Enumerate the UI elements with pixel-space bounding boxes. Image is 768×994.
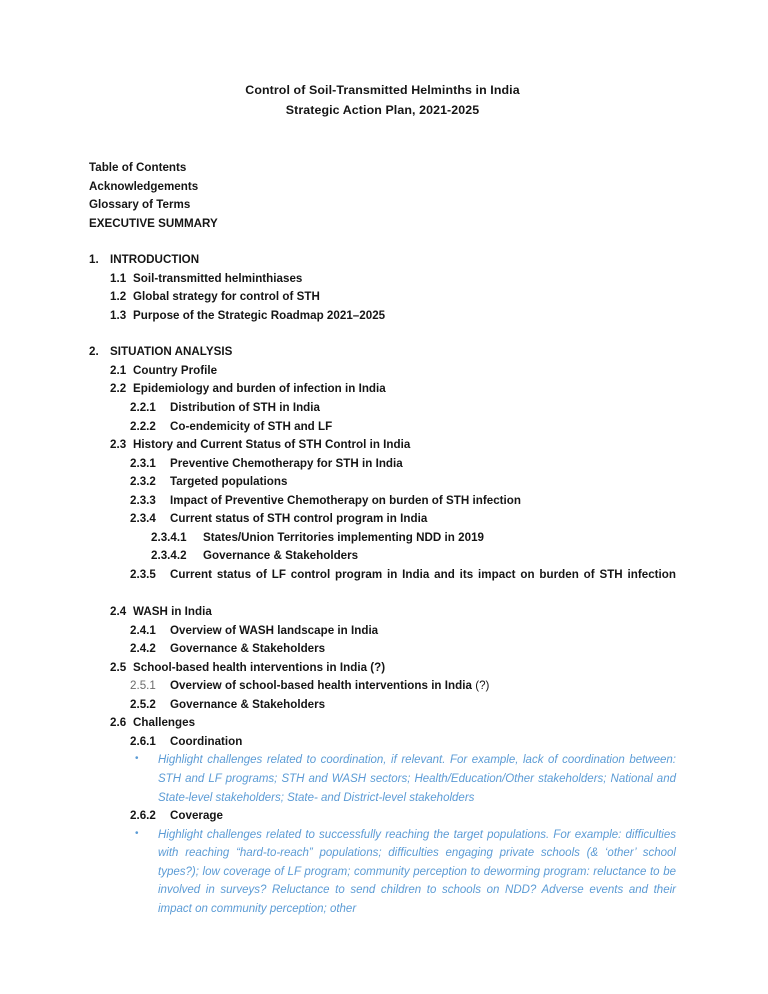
toc-entry-2-3-4-1[interactable] [89, 529, 676, 548]
commentary-bullet-coordination [89, 751, 676, 807]
toc-entry-label: Coordination [170, 734, 243, 748]
toc-entry-label: Table of Contents [89, 161, 187, 174]
toc-entry-2-situation-analysis[interactable] [89, 343, 676, 362]
toc-entry-label: Governance & Stakeholders [203, 549, 359, 563]
toc-entry-label: WASH in India [133, 605, 212, 619]
toc-entry-number: 2.3.4.2 [151, 549, 187, 563]
toc-entry-label: Epidemiology and burden of infection in India [133, 382, 386, 396]
toc-entry-label: Distribution of STH in India [170, 401, 320, 415]
toc-entry-label: EXECUTIVE SUMMARY [89, 216, 218, 230]
bullet-point-icon: • [135, 827, 139, 839]
toc-entry-number: 2.3.4.1 [151, 530, 187, 544]
toc-entry-number: 2.4.2 [130, 642, 156, 656]
toc-entry-number: 2.6.1 [130, 734, 156, 748]
toc-entry-label: Soil-transmitted helminthiases [133, 271, 303, 285]
toc-entry-2-3-4[interactable] [89, 510, 676, 529]
toc-entry-label: Country Profile [133, 363, 218, 377]
toc-entry-2-5[interactable] [89, 659, 676, 678]
toc-entry-label [170, 677, 676, 696]
toc-entry-2-5-1[interactable] [89, 677, 676, 696]
toc-entry-2-6-1[interactable] [89, 733, 676, 752]
toc-entry-2-6-2[interactable] [89, 807, 676, 826]
toc-entry-1-2[interactable] [89, 288, 676, 307]
toc-entry-number: 2. [89, 345, 99, 359]
toc-entry-2-4-1[interactable] [89, 622, 676, 641]
toc-entry-number: 2.3.4 [130, 512, 156, 526]
document-title-line-2: Strategic Action Plan, 2021-2025 [285, 103, 480, 117]
toc-entry-label: States/Union Territories implementing NDD in 2019 [203, 530, 485, 544]
toc-entry-2-2-2[interactable] [89, 418, 676, 437]
toc-entry-number: 2.5 [110, 660, 127, 674]
toc-entry-label: Current status of LF control program in India and its impact on burden of STH infection [170, 567, 676, 581]
toc-entry-2-3-3[interactable] [89, 492, 676, 511]
toc-entry-number: 1.1 [110, 271, 127, 285]
toc-entry-number: 2.4.1 [130, 623, 156, 637]
toc-entry-label: Challenges [133, 716, 196, 730]
toc-entry-number: 2.6.2 [130, 809, 156, 823]
toc-entry-2-3[interactable] [89, 436, 676, 455]
toc-entry-number: 2.6 [110, 716, 127, 730]
toc-entry-number: 2.5.2 [130, 697, 156, 711]
toc-entry-label: Targeted populations [170, 475, 288, 489]
toc-entry-label: Co-endemicity of STH and LF [170, 419, 333, 433]
toc-entry-label: History and Current Status of STH Control in India [133, 438, 411, 452]
toc-entry-number: 2.4 [110, 605, 127, 619]
toc-entry-2-1[interactable] [89, 362, 676, 381]
commentary-text: Highlight challenges related to successfully reaching the target populations. For example: difficulties with reaching “hard-to-reach” populations; difficulties engaging private schools (& ‘other’ school types?); low coverage of LF program; community perception to deworming program: reluctance to be involved in surveys? Reluctance to send children to schools on NDD? Adverse events and their impact on community perception; other [158, 828, 676, 915]
toc-entry-table-of-contents[interactable] [89, 159, 676, 178]
toc-entry-label: Current status of STH control program in India [170, 512, 428, 526]
toc-entry-number: 2.3.3 [130, 493, 156, 507]
toc-entry-label: Purpose of the Strategic Roadmap 2021–2025 [133, 308, 386, 322]
toc-entry-2-3-2[interactable] [89, 473, 676, 492]
toc-entry-number: 2.2 [110, 382, 127, 396]
toc-entry-1-1[interactable] [89, 270, 676, 289]
section-spacer [89, 325, 676, 343]
toc-entry-number: 1.3 [110, 308, 127, 322]
commentary-text: Highlight challenges related to coordination, if relevant. For example, lack of coordination between: STH and LF programs; STH and WASH sectors; Health/Education/Other stakeholders; National and State-level stakeholders; State- and District-level stakeholders [158, 754, 676, 804]
toc-entry-number: 2.5.1 [130, 679, 156, 693]
table-of-contents [89, 159, 676, 918]
toc-entry-label: Coverage [170, 809, 223, 823]
toc-entry-number: 2.1 [110, 363, 127, 377]
toc-entry-acknowledgements[interactable] [89, 178, 676, 197]
toc-entry-2-3-5[interactable] [89, 566, 676, 603]
toc-entry-label: SITUATION ANALYSIS [110, 345, 233, 359]
commentary-bullet-coverage [89, 826, 676, 919]
toc-entry-number: 1.2 [110, 290, 127, 304]
section-spacer [89, 233, 676, 251]
toc-entry-label: Acknowledgements [89, 179, 199, 193]
toc-entry-number: 2.3.2 [130, 475, 156, 489]
toc-entry-number: 2.2.1 [130, 401, 156, 415]
toc-entry-2-4-2[interactable] [89, 640, 676, 659]
toc-entry-label: School-based health interventions in India (?) [133, 660, 386, 674]
toc-entry-number: 2.3 [110, 438, 127, 452]
toc-entry-number: 2.3.5 [130, 567, 156, 581]
toc-entry-label: Global strategy for control of STH [133, 290, 320, 304]
toc-entry-label: Governance & Stakeholders [170, 697, 326, 711]
toc-entry-label: Overview of WASH landscape in India [170, 623, 379, 637]
toc-entry-label: INTRODUCTION [110, 253, 200, 267]
toc-entry-label: Impact of Preventive Chemotherapy on burden of STH infection [170, 493, 521, 507]
toc-entry-2-6[interactable] [89, 714, 676, 733]
toc-entry-2-3-4-2[interactable] [89, 547, 676, 566]
bullet-point-icon: • [135, 753, 139, 765]
document-title-line-1: Control of Soil-Transmitted Helminths in India [245, 83, 520, 97]
toc-entry-label-text: Overview of school-based health interventions in India [170, 679, 472, 693]
document-title [89, 80, 676, 120]
toc-entry-2-2-1[interactable] [89, 399, 676, 418]
toc-entry-label: Governance & Stakeholders [170, 642, 326, 656]
toc-entry-label: Glossary of Terms [89, 198, 191, 212]
toc-entry-number: 2.3.1 [130, 456, 156, 470]
toc-entry-number: 1. [89, 253, 99, 267]
toc-entry-number: 2.2.2 [130, 419, 156, 433]
toc-entry-1-3[interactable] [89, 307, 676, 326]
toc-entry-2-5-2[interactable] [89, 696, 676, 715]
toc-entry-2-2[interactable] [89, 380, 676, 399]
toc-entry-qualifier: (?) [475, 679, 490, 693]
toc-entry-2-4[interactable] [89, 603, 676, 622]
toc-entry-glossary-of-terms[interactable] [89, 196, 676, 215]
toc-entry-1-introduction[interactable] [89, 251, 676, 270]
toc-entry-2-3-1[interactable] [89, 455, 676, 474]
toc-entry-executive-summary[interactable] [89, 215, 676, 234]
toc-entry-label: Preventive Chemotherapy for STH in India [170, 456, 403, 470]
